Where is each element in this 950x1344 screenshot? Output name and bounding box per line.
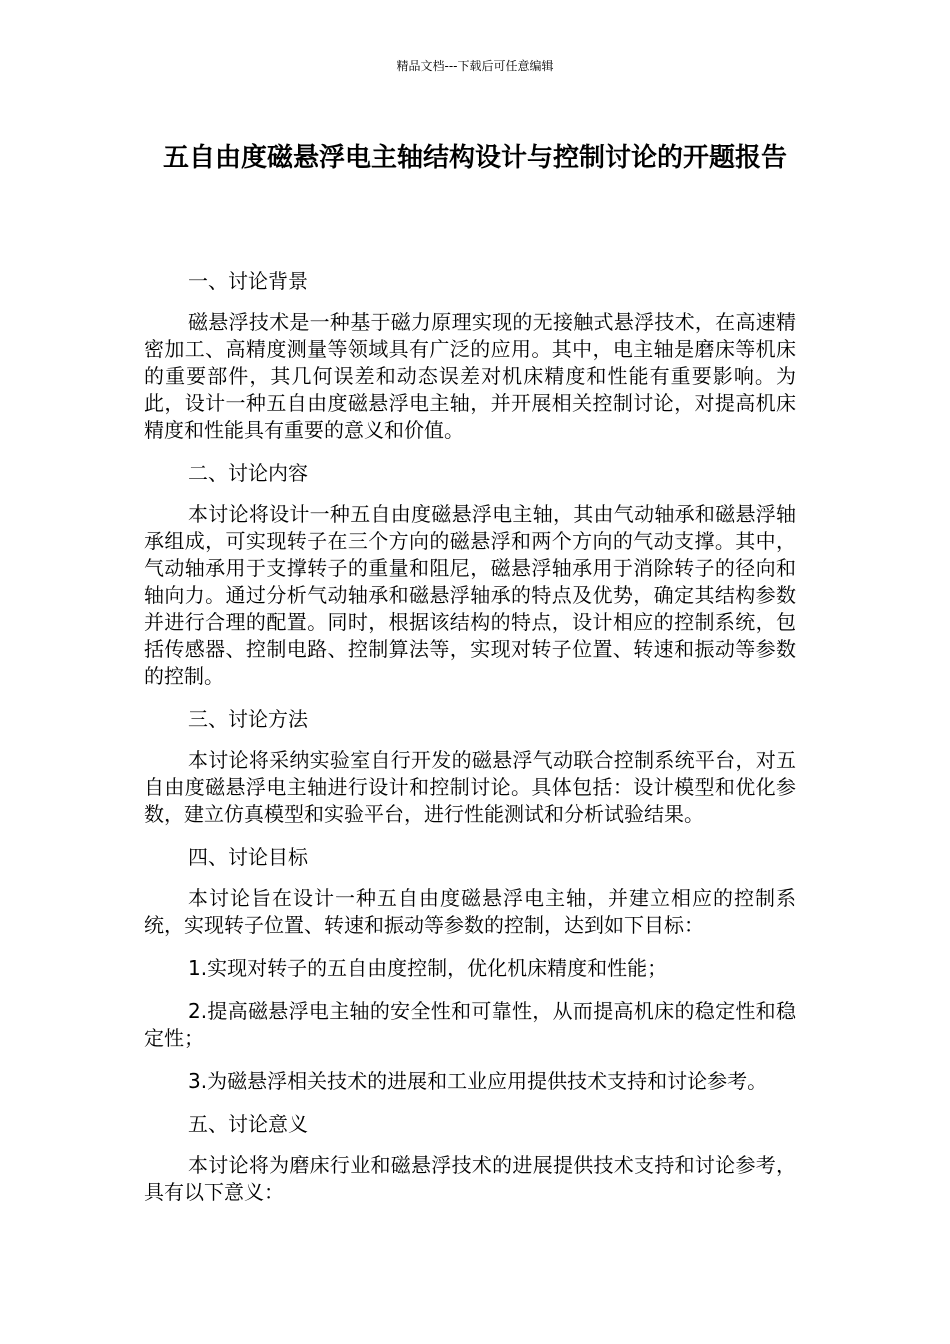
goal-item: 1.实现对转子的五自由度控制，优化机床精度和性能； bbox=[188, 956, 668, 980]
paragraph: 本讨论将设计一种五自由度磁悬浮电主轴，其由气动轴承和磁悬浮轴承组成，可实现转子在三个方向的磁悬浮和两个方向的气动支撑。其中，气动轴承用于支撑转子的重量和阻尼，磁悬浮轴承用于消除转子的径向和轴向力。通过分析气动轴承和磁悬浮轴承的特点及优势，确定其结构参数并进行合理的配置。同时，根据该结构的特点，设计相应的控制系统，包括传感器、控制电路、控制算法等，实现对转子位置、转速和振动等参数的控制。 bbox=[144, 502, 796, 688]
document-body bbox=[144, 268, 796, 1222]
goal-item: 2.提高磁悬浮电主轴的安全性和可靠性，从而提高机床的稳定性和稳定性； bbox=[144, 999, 796, 1050]
paragraph: 本讨论将为磨床行业和磁悬浮技术的进展提供技术支持和讨论参考，具有以下意义： bbox=[144, 1153, 796, 1204]
section-heading: 五、讨论意义 bbox=[188, 1112, 308, 1136]
section-content bbox=[144, 460, 796, 690]
section-heading: 三、讨论方法 bbox=[188, 707, 308, 731]
section-significance bbox=[144, 1111, 796, 1206]
page-header: 精品文档---下载后可任意编辑 bbox=[396, 59, 554, 73]
section-heading: 一、讨论背景 bbox=[188, 269, 308, 293]
section-background bbox=[144, 268, 796, 444]
section-heading: 二、讨论内容 bbox=[188, 461, 308, 485]
section-method bbox=[144, 706, 796, 828]
section-heading: 四、讨论目标 bbox=[188, 845, 308, 869]
paragraph: 本讨论旨在设计一种五自由度磁悬浮电主轴，并建立相应的控制系统，实现转子位置、转速和振动等参数的控制，达到如下目标： bbox=[144, 886, 796, 937]
goal-item: 3.为磁悬浮相关技术的进展和工业应用提供技术支持和讨论参考。 bbox=[188, 1069, 768, 1093]
section-goals bbox=[144, 844, 796, 1095]
paragraph: 本讨论将采纳实验室自行开发的磁悬浮气动联合控制系统平台，对五自由度磁悬浮电主轴进行设计和控制讨论。具体包括：设计模型和优化参数，建立仿真模型和实验平台，进行性能测试和分析试验结果。 bbox=[144, 748, 796, 826]
document-title: 五自由度磁悬浮电主轴结构设计与控制讨论的开题报告 bbox=[162, 143, 787, 173]
paragraph: 磁悬浮技术是一种基于磁力原理实现的无接触式悬浮技术，在高速精密加工、高精度测量等领域具有广泛的应用。其中，电主轴是磨床等机床的重要部件，其几何误差和动态误差对机床精度和性能有重要影响。为此，设计一种五自由度磁悬浮电主轴，并开展相关控制讨论，对提高机床精度和性能具有重要的意义和价值。 bbox=[144, 310, 796, 442]
